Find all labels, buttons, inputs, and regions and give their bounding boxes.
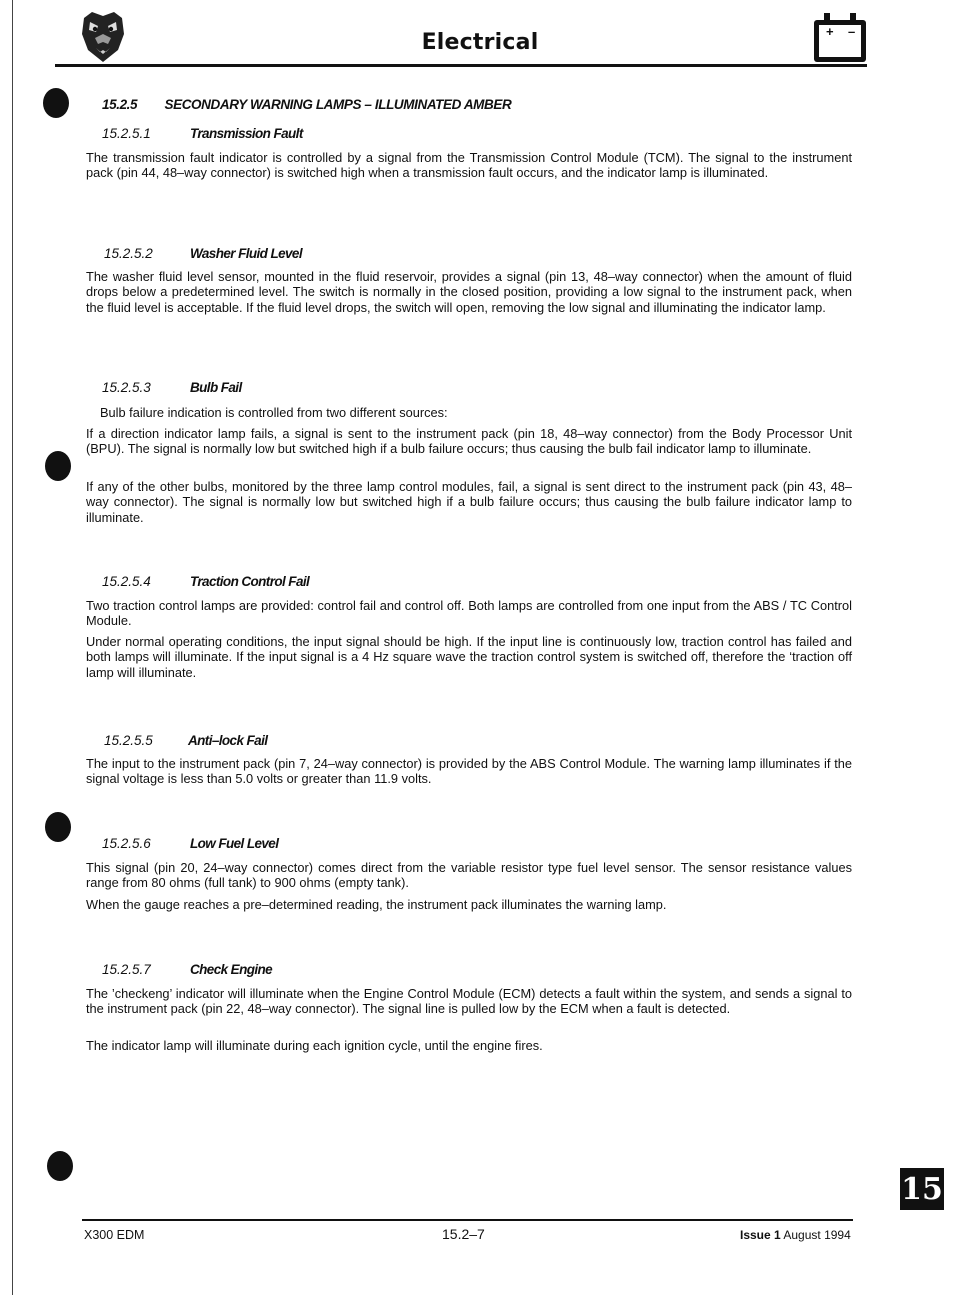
section-paragraph: Two traction control lamps are provided: control fail and control off. Both lamps are controlled from one input from the ABS / TC Control Module. [86,598,852,629]
section-title: Traction Control Fail [190,574,310,589]
main-section-heading [102,97,511,112]
footer-issue-date: August 1994 [783,1228,851,1242]
footer-issue [740,1228,851,1242]
section-paragraph: Bulb failure indication is controlled from two different sources: [100,405,448,420]
section-number: 15.2.5.1 [102,126,151,141]
header-rule [55,64,867,67]
binder-hole [45,451,71,481]
footer-page-number: 15.2–7 [442,1226,485,1242]
footer-rule [82,1219,853,1221]
section-paragraph: The input to the instrument pack (pin 7, 24–way connector) is provided by the ABS Control Module. The warning lamp illuminates if the signal voltage is less than 5.0 volts or greater than 11.9 volts. [86,756,852,787]
main-section-number: 15.2.5 [102,97,138,112]
battery-icon [812,10,868,64]
main-section-title: SECONDARY WARNING LAMPS – ILLUMINATED AMBER [164,97,512,112]
section-title: Transmission Fault [190,126,303,141]
section-number: 15.2.5.7 [102,962,151,977]
section-paragraph: The transmission fault indicator is controlled by a signal from the Transmission Control Module (TCM). The signal to the instrument pack (pin 44, 48–way connector) is switched high when a transmission fault occurs, and the indicator lamp is illuminated. [86,150,852,181]
section-paragraph: This signal (pin 20, 24–way connector) comes direct from the variable resistor type fuel level sensor. The sensor resistance values range from 80 ohms (full tank) to 900 ohms (empty tank). [86,860,852,891]
section-paragraph: The washer fluid level sensor, mounted in the fluid reservoir, provides a signal (pin 13, 48–way connector) when the amount of fluid drops below a predetermined level. The switch is normally in the closed position, providing a low signal to the instrument pack, when the fluid level is acceptable. If the fluid level drops, the switch will open, removing the low signal and illuminating the indicator lamp. [86,269,852,315]
section-paragraph: If a direction indicator lamp fails, a signal is sent to the instrument pack (pin 18, 48–way connector) from the Body Processor Unit (BPU). The signal is normally low but switched high if a bulb failure occurs; thus causing the bulb fail indicator lamp to illuminate. [86,426,852,457]
section-number: 15.2.5.6 [102,836,151,851]
binder-hole [47,1151,73,1181]
section-number: 15.2.5.2 [104,246,153,261]
battery-plus-label: + [826,24,834,39]
battery-minus-label: – [848,24,856,39]
section-title: Low Fuel Level [190,836,279,851]
page-header-title: Electrical [421,30,539,55]
section-paragraph: Under normal operating conditions, the input signal should be high. If the input line is continuously low, traction control has failed and both lamps will illuminate. If the input signal is a 4 Hz square wave the traction control system is switched off, therefore the ‘traction off lamp will illuminate. [86,634,852,680]
section-number: 15.2.5.4 [102,574,151,589]
section-paragraph: The ’checkeng’ indicator will illuminate when the Engine Control Module (ECM) detects a fault within the system, and sends a signal to the instrument pack (pin 22, 48–way connector). The signal line is pulled low by the ECM when a fault is detected. [86,986,852,1017]
footer-doc-id: X300 EDM [84,1228,145,1242]
footer-issue-label: Issue 1 [740,1228,781,1242]
chapter-tab: 15 [900,1168,944,1210]
section-paragraph: When the gauge reaches a pre–determined reading, the instrument pack illuminates the warning lamp. [86,897,667,912]
section-number: 15.2.5.5 [104,733,153,748]
binder-hole [43,88,69,118]
section-title: Anti–lock Fail [188,733,268,748]
section-paragraph: If any of the other bulbs, monitored by the three lamp control modules, fail, a signal is sent direct to the instrument pack (pin 43, 48–way connector). The signal is normally low but switched high if a bulb failure occurs; thus causing the bulb failure indicator lamp to illuminate. [86,479,852,525]
left-margin-line [12,0,13,1295]
section-number: 15.2.5.3 [102,380,151,395]
section-title: Bulb Fail [190,380,242,395]
binder-hole [45,812,71,842]
section-paragraph: The indicator lamp will illuminate during each ignition cycle, until the engine fires. [86,1038,543,1053]
section-title: Check Engine [190,962,273,977]
section-title: Washer Fluid Level [190,246,302,261]
